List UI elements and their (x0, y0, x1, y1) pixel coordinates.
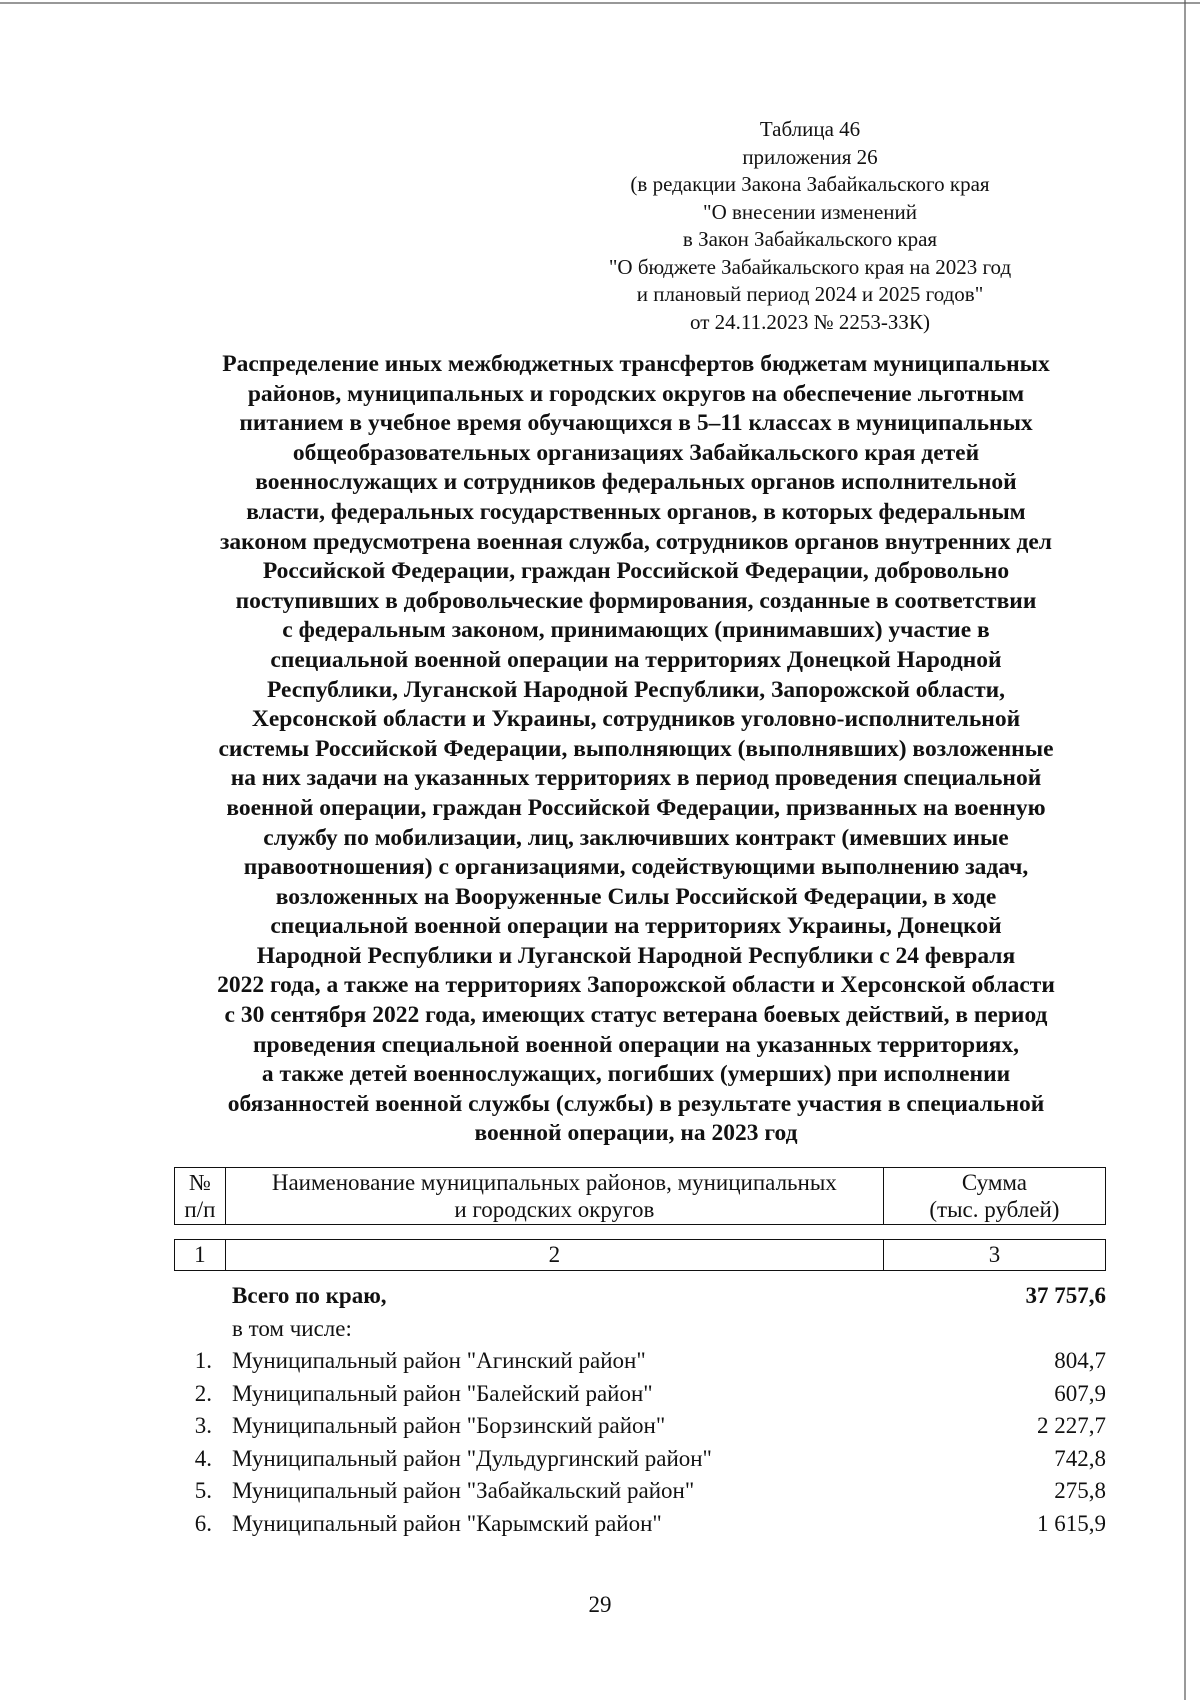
total-label: Всего по краю, (232, 1283, 387, 1308)
subtotal-label: в том числе: (232, 1315, 352, 1341)
header-cell-sum (883, 1168, 1105, 1225)
row-number: 2. (194, 1380, 212, 1406)
title-line: возложенных на Вооруженные Силы Российской Федерации, в ходе (275, 883, 997, 910)
column-number: 3 (883, 1240, 1105, 1271)
scan-edge-top (0, 2, 1200, 4)
title-line: 2022 года, а также на территориях Запорожской области и Херсонской области (217, 972, 1055, 999)
column-number: 1 (175, 1240, 226, 1271)
header-line: и плановый период 2024 и 2025 годов" (636, 282, 984, 306)
row-name: Муниципальный район "Дульдургинский район" (232, 1445, 712, 1471)
row-value: 2 227,7 (1037, 1413, 1106, 1438)
row-number: 5. (194, 1478, 212, 1503)
header-cell-text: Наименование муниципальных районов, муниципальных (271, 1170, 837, 1195)
header-line: "О бюджете Забайкальского края на 2023 год (608, 254, 1012, 279)
table-row (174, 1443, 1106, 1476)
scan-edge-right (1184, 0, 1186, 1700)
table-row (174, 1345, 1106, 1378)
row-value: 1 615,9 (1037, 1510, 1106, 1536)
header-line: (в редакции Закона Забайкальского края (630, 172, 990, 196)
header-cell-text: и городских округов (454, 1197, 655, 1222)
column-number-row (174, 1239, 1106, 1271)
header-cell-text: Сумма (961, 1170, 1027, 1195)
row-value: 742,8 (1054, 1445, 1106, 1471)
row-value: 607,9 (1054, 1380, 1106, 1406)
row-name: Муниципальный район "Карымский район" (232, 1510, 662, 1536)
title-line: Российской Федерации, граждан Российской Федерации, добровольно (262, 558, 1010, 585)
title-line: правоотношения) с организациями, содействующими выполнению задач, (243, 854, 1029, 881)
table-row (174, 1508, 1106, 1541)
total-value: 37 757,6 (1025, 1283, 1106, 1308)
row-number: 6. (194, 1510, 212, 1536)
title-line: с федеральным законом, принимающих (принимавших) участие в (282, 617, 990, 644)
header-cell-text: № (188, 1170, 211, 1195)
title-line: системы Российской Федерации, выполняющих (выполнявших) возложенные (218, 735, 1054, 762)
row-value: 275,8 (1054, 1478, 1106, 1503)
title-line: Народной Республики и Луганской Народной Республики с 24 февраля (256, 942, 1016, 969)
header-cell-text: п/п (184, 1197, 216, 1222)
title-line: поступивших в добровольческие формирования, созданные в соответствии (235, 587, 1037, 614)
title-line: районов, муниципальных и городских округов на обеспечение льготным (247, 380, 1025, 407)
column-number: 2 (225, 1240, 883, 1271)
page-number: 29 (588, 1592, 612, 1617)
title-line: Республики, Луганской Народной Республики, Запорожской области, (266, 676, 1006, 703)
header-line: в Закон Забайкальского края (682, 227, 938, 251)
title-line: с 30 сентября 2022 года, имеющих статус ветерана боевых действий, в период (224, 1002, 1048, 1029)
table-row (174, 1410, 1106, 1443)
document-title (162, 350, 1110, 1149)
header-cell-name (225, 1168, 883, 1225)
subtotal-row (174, 1313, 1106, 1346)
row-number: 3. (194, 1413, 212, 1438)
header-line: приложения 26 (742, 144, 878, 169)
title-line: проведения специальной военной операции на указанных территориях, (253, 1031, 1019, 1058)
header-cell-number (175, 1168, 226, 1225)
title-line: общеобразовательных организациях Забайкальского края детей (292, 439, 980, 466)
title-line: законом предусмотрена военная служба, сотрудников органов внутренних дел (219, 528, 1052, 555)
header-line: Таблица 46 (759, 117, 861, 141)
title-line: обязанностей военной службы (службы) в результате участия в специальной (227, 1090, 1045, 1117)
title-line: питанием в учебное время обучающихся в 5–11 классах в муниципальных (239, 410, 1033, 437)
header-cell-text: (тыс. рублей) (929, 1197, 1060, 1222)
table-row (174, 1475, 1106, 1508)
row-name: Муниципальный район "Забайкальский район" (232, 1478, 695, 1503)
title-line: власти, федеральных государственных органов, в которых федеральным (246, 498, 1026, 525)
title-line: а также детей военнослужащих, погибших (умерших) при исполнении (261, 1061, 1011, 1088)
title-line: службу по мобилизации, лиц, заключивших контракт (имевших иные (263, 824, 1009, 851)
row-name: Муниципальный район "Балейский район" (232, 1380, 653, 1406)
title-line: на них задачи на указанных территориях в период проведения специальной (230, 765, 1042, 792)
table-row (174, 1378, 1106, 1411)
row-number: 4. (194, 1445, 212, 1471)
title-line: Херсонской области и Украины, сотрудников уголовно-исполнительной (251, 706, 1021, 733)
appendix-header (560, 116, 1060, 336)
table-header (174, 1167, 1106, 1225)
header-line: от 24.11.2023 № 2253-ЗЗК) (690, 309, 930, 334)
table-body (174, 1280, 1106, 1540)
title-line: специальной военной операции на территориях Украины, Донецкой (270, 913, 1002, 940)
title-line: военнослужащих и сотрудников федеральных органов исполнительной (255, 469, 1017, 496)
title-line: военной операции, на 2023 год (474, 1120, 798, 1147)
row-number: 1. (194, 1348, 212, 1373)
row-name: Муниципальный район "Агинский район" (232, 1348, 646, 1373)
title-line: Распределение иных межбюджетных трансфертов бюджетам муниципальных (222, 351, 1050, 377)
header-line: "О внесении изменений (703, 199, 917, 224)
title-line: военной операции, граждан Российской Федерации, призванных на военную (226, 794, 1046, 821)
row-value: 804,7 (1054, 1348, 1106, 1373)
title-line: специальной военной операции на территориях Донецкой Народной (270, 646, 1002, 673)
row-name: Муниципальный район "Борзинский район" (232, 1413, 666, 1438)
total-row (174, 1280, 1106, 1313)
